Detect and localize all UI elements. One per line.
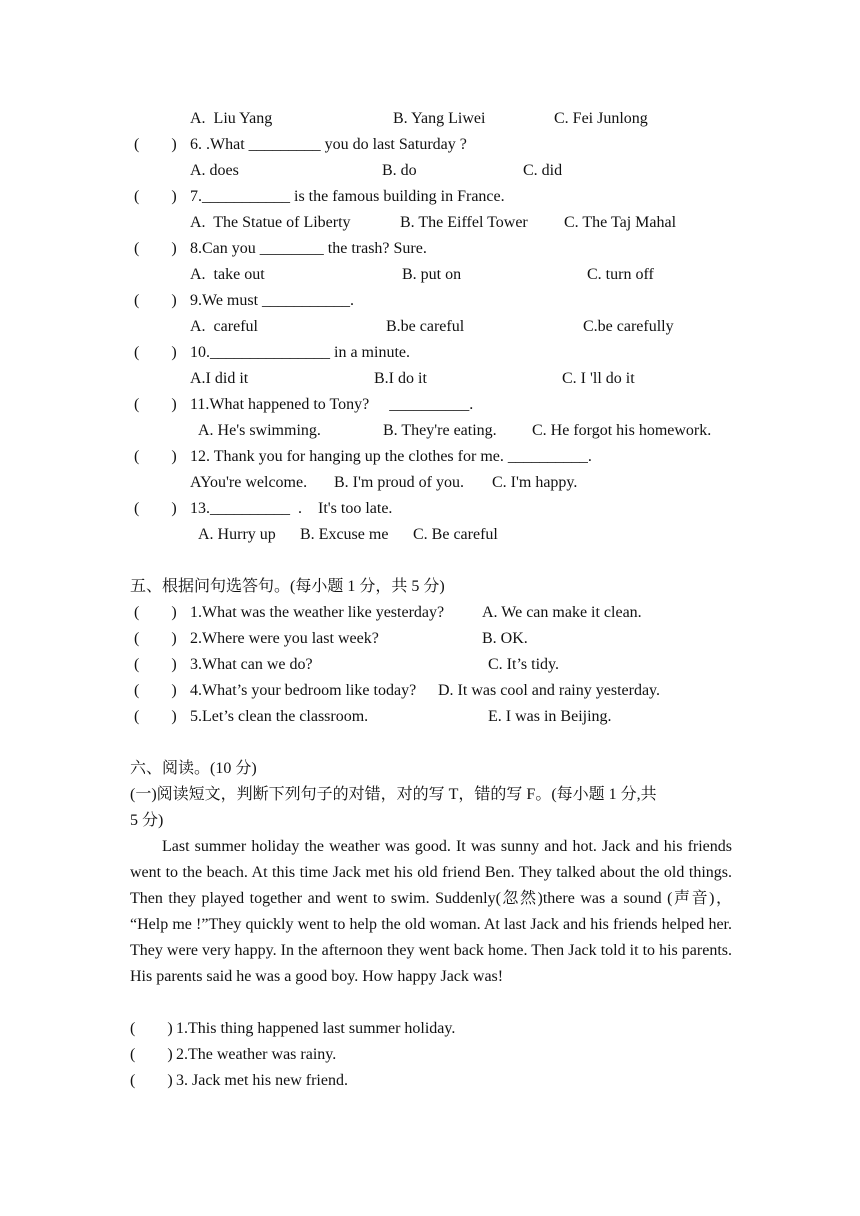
q8-option-a: A. take out	[190, 266, 265, 283]
q13-option-b: B. Excuse me	[300, 526, 389, 543]
answer-paren: ( )	[134, 708, 177, 725]
judge-paren: ( )	[130, 1020, 173, 1037]
match-answer: E. I was in Beijing.	[488, 708, 612, 725]
question-9: 9.We must ___________.	[190, 292, 355, 309]
q6-option-a: A. does	[190, 162, 239, 179]
question-6: 6. .What _________ you do last Saturday ?	[190, 136, 467, 153]
q12-option-c: C. I'm happy.	[492, 474, 578, 491]
answer-paren: ( )	[134, 656, 177, 673]
answer-paren: ( )	[134, 630, 177, 647]
q9-option-a: A. careful	[190, 318, 258, 335]
q11-option-c: C. He forgot his homework.	[532, 422, 712, 439]
match-question: 2.Where were you last week?	[190, 630, 379, 647]
q8-option-c: C. turn off	[587, 266, 654, 283]
question-13: 13.__________ . It's too late.	[190, 500, 393, 517]
q7-option-b: B. The Eiffel Tower	[400, 214, 528, 231]
answer-paren: ( )	[134, 682, 177, 699]
q6-option-b: B. do	[382, 162, 417, 179]
section-5-title: 五、根据问句选答句。(每小题 1 分，共 5 分)	[130, 578, 445, 595]
match-answer: A. We can make it clean.	[482, 604, 642, 621]
q9-option-c: C.be carefully	[583, 318, 674, 335]
q8-option-b: B. put on	[402, 266, 462, 283]
q7-option-c: C. The Taj Mahal	[564, 214, 677, 231]
answer-paren: ( )	[134, 188, 177, 205]
question-7: 7.___________ is the famous building in France.	[190, 188, 505, 205]
q10-option-c: C. I 'll do it	[562, 370, 635, 387]
q10-option-a: A.I did it	[190, 370, 249, 387]
q12-option-a: AYou're welcome.	[190, 474, 308, 491]
answer-paren: ( )	[134, 136, 177, 153]
q13-option-a: A. Hurry up	[198, 526, 276, 543]
match-answer: C. It’s tidy.	[488, 656, 559, 673]
answer-paren: ( )	[134, 240, 177, 257]
q9-option-b: B.be careful	[386, 318, 465, 335]
q11-option-a: A. He's swimming.	[198, 422, 321, 439]
answer-paren: ( )	[134, 448, 177, 465]
q13-option-c: C. Be careful	[413, 526, 498, 543]
match-question: 3.What can we do?	[190, 656, 313, 673]
q5-option-c: C. Fei Junlong	[554, 110, 648, 127]
judge-paren: ( )	[130, 1072, 173, 1089]
answer-paren: ( )	[134, 396, 177, 413]
judge-paren: ( )	[130, 1046, 173, 1063]
match-question: 5.Let’s clean the classroom.	[190, 708, 369, 725]
question-8: 8.Can you ________ the trash? Sure.	[190, 240, 427, 257]
q10-option-b: B.I do it	[374, 370, 427, 387]
q12-option-b: B. I'm proud of you.	[334, 474, 464, 491]
q5-option-a: A. Liu Yang	[190, 110, 273, 127]
match-answer: B. OK.	[482, 630, 528, 647]
match-question: 1.What was the weather like yesterday?	[190, 604, 445, 621]
judge-statement: 1.This thing happened last summer holiday.	[176, 1020, 456, 1037]
q5-option-b: B. Yang Liwei	[393, 110, 486, 127]
q6-option-c: C. did	[523, 162, 563, 179]
reading-passage: Last summer holiday the weather was good. It was sunny and hot. Jack and his friends went to the beach. At this time Jack met his old friend Ben. They talked about the old things. Then they played together and went to swim. Suddenly(忽然)there was a sound (声音)， “Help me !”They quickly went to help the old woman. At last Jack and his friends helped her. They were very happy. In the afternoon they went back home. Then Jack told it to his parents. His parents said he was a good boy. How happy Jack was!	[130, 838, 732, 985]
section-6-subtitle: (一)阅读短文，判断下列句子的对错，对的写 T，错的写 F。(每小题 1 分,共	[130, 786, 657, 803]
section-6-subtitle-cont: 5 分)	[130, 812, 164, 829]
match-answer: D. It was cool and rainy yesterday.	[438, 682, 660, 699]
question-12: 12. Thank you for hanging up the clothes for me. __________.	[190, 448, 592, 465]
question-10: 10._______________ in a minute.	[190, 344, 410, 361]
judge-statement: 3. Jack met his new friend.	[176, 1072, 348, 1089]
answer-paren: ( )	[134, 604, 177, 621]
q11-option-b: B. They're eating.	[383, 422, 497, 439]
q7-option-a: A. The Statue of Liberty	[190, 214, 351, 231]
question-11: 11.What happened to Tony? __________.	[190, 396, 474, 413]
answer-paren: ( )	[134, 500, 177, 517]
answer-paren: ( )	[134, 292, 177, 309]
answer-paren: ( )	[134, 344, 177, 361]
judge-statement: 2.The weather was rainy.	[176, 1046, 337, 1063]
match-question: 4.What’s your bedroom like today?	[190, 682, 417, 699]
section-6-title: 六、阅读。(10 分)	[130, 760, 257, 777]
